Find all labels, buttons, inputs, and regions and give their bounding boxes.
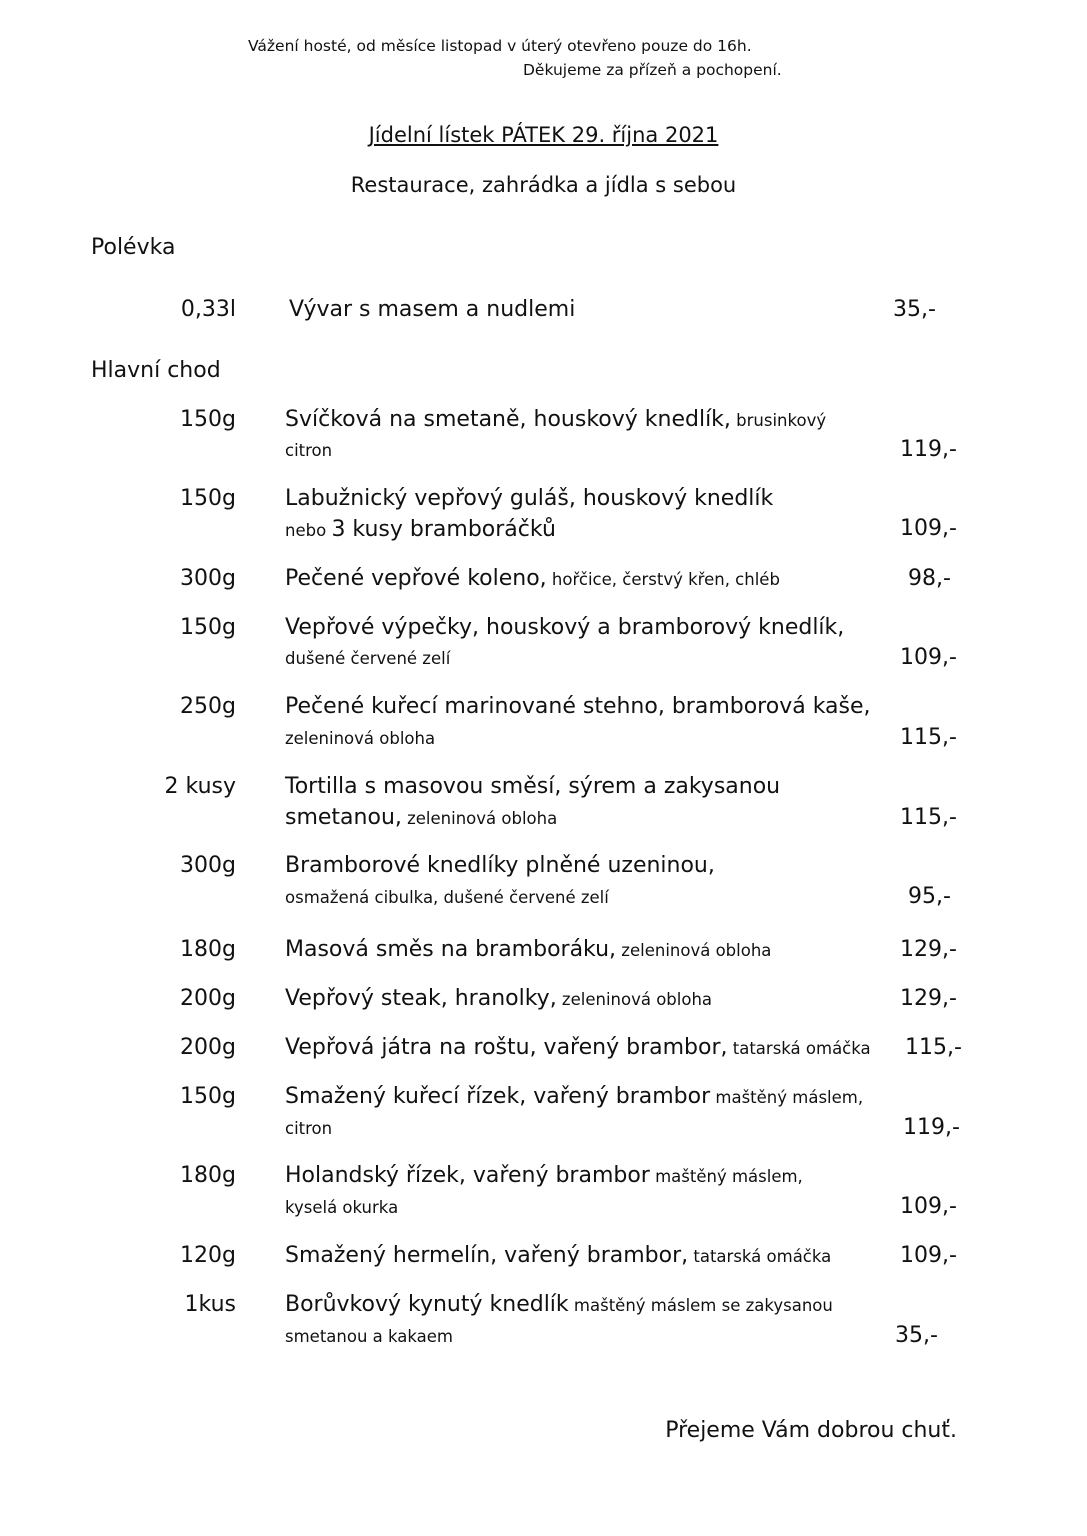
item-side-dish: zeleninová obloha xyxy=(285,729,436,748)
item-price: 109,- xyxy=(900,1194,957,1219)
item-quantity: 250g xyxy=(180,694,236,719)
item-name: Borůvkový kynutý knedlík maštěný máslem se zakysanou xyxy=(285,1292,833,1317)
item-price: 129,- xyxy=(900,937,957,962)
item-quantity: 150g xyxy=(180,486,236,511)
item-quantity: 300g xyxy=(180,566,236,591)
item-name: Pečené kuřecí marinované stehno, bramborová kaše, xyxy=(285,694,871,719)
item-price: 109,- xyxy=(900,1243,957,1268)
menu-subtitle: Restaurace, zahrádka a jídla s sebou xyxy=(350,173,737,197)
item-side-dish: citron xyxy=(285,1119,333,1138)
item-price: 129,- xyxy=(900,986,957,1011)
item-name: Vepřové výpečky, houskový a bramborový knedlík, xyxy=(285,615,845,640)
item-price: 115,- xyxy=(900,805,957,830)
item-side-dish: smetanou, zeleninová obloha xyxy=(285,805,558,830)
section-soup: Polévka xyxy=(91,235,176,260)
item-price: 119,- xyxy=(903,1115,960,1140)
item-quantity: 180g xyxy=(180,937,236,962)
item-quantity: 150g xyxy=(180,407,236,432)
item-price: 35,- xyxy=(893,297,936,322)
item-quantity: 1kus xyxy=(184,1292,236,1317)
item-name: Labužnický vepřový guláš, houskový knedlík xyxy=(285,486,774,511)
item-quantity: 0,33l xyxy=(180,297,236,322)
item-price: 109,- xyxy=(900,516,957,541)
item-quantity: 150g xyxy=(180,1084,236,1109)
item-price: 109,- xyxy=(900,645,957,670)
item-name: Smažený hermelín, vařený brambor, tatarská omáčka xyxy=(285,1243,832,1268)
item-quantity: 120g xyxy=(180,1243,236,1268)
item-quantity: 180g xyxy=(180,1163,236,1188)
item-name: Svíčková na smetaně, houskový knedlík, brusinkový xyxy=(285,407,827,432)
item-side-dish: dušené červené zelí xyxy=(285,649,451,668)
item-quantity: 2 kusy xyxy=(164,774,236,799)
item-name: Vývar s masem a nudlemi xyxy=(289,297,576,322)
item-price: 35,- xyxy=(895,1323,938,1348)
section-main: Hlavní chod xyxy=(91,358,221,383)
item-name: Pečené vepřové koleno, hořčice, čerstvý křen, chléb xyxy=(285,566,780,591)
item-price: 115,- xyxy=(905,1035,962,1060)
item-quantity: 200g xyxy=(180,986,236,1011)
notice-line-1: Vážení hosté, od měsíce listopad v úterý otevřeno pouze do 16h. xyxy=(248,37,752,55)
item-side-dish: kyselá okurka xyxy=(285,1198,399,1217)
item-name: Vepřová játra na roštu, vařený brambor, tatarská omáčka xyxy=(285,1035,871,1060)
item-name: Vepřový steak, hranolky, zeleninová obloha xyxy=(285,986,713,1011)
item-side-dish: nebo 3 kusy bramboráčků xyxy=(285,517,556,542)
item-quantity: 300g xyxy=(180,853,236,878)
item-quantity: 200g xyxy=(180,1035,236,1060)
item-name: Smažený kuřecí řízek, vařený brambor maštěný máslem, xyxy=(285,1084,864,1109)
notice-line-2: Děkujeme za přízeň a pochopení. xyxy=(523,61,782,79)
item-side-dish: osmažená cibulka, dušené červené zelí xyxy=(285,888,609,907)
item-price: 95,- xyxy=(908,884,951,909)
item-name: Holandský řízek, vařený brambor maštěný máslem, xyxy=(285,1163,803,1188)
item-price: 98,- xyxy=(908,566,951,591)
item-side-dish: citron xyxy=(285,441,333,460)
item-quantity: 150g xyxy=(180,615,236,640)
closing-wish: Přejeme Vám dobrou chuť. xyxy=(665,1418,957,1443)
item-price: 119,- xyxy=(900,437,957,462)
item-name: Masová směs na bramboráku, zeleninová obloha xyxy=(285,937,772,962)
item-price: 115,- xyxy=(900,725,957,750)
item-name: Bramborové knedlíky plněné uzeninou, xyxy=(285,853,715,878)
item-side-dish: smetanou a kakaem xyxy=(285,1327,453,1346)
item-name: Tortilla s masovou směsí, sýrem a zakysanou xyxy=(285,774,781,799)
menu-title: Jídelní lístek PÁTEK 29. října 2021 xyxy=(368,123,719,147)
